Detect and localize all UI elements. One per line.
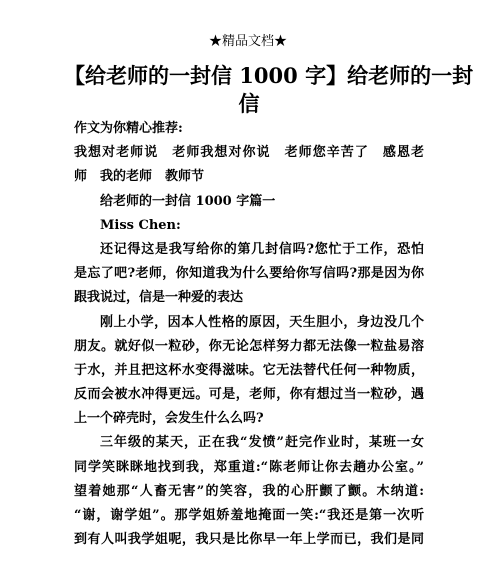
paragraph-line: 反而会被水冲得更远。可是，老师，你有想过当一粒砂，遇 — [74, 387, 424, 403]
paragraph-line: 还记得这是我写给你的第几封信吗?您忙于工作，恐怕 — [100, 241, 424, 257]
paragraph-line: 朋友。就好似一粒砂，你无论怎样努力都无法像一粒盐易溶 — [74, 338, 424, 354]
paragraph-line: 同学笑眯眯地找到我，郑重道:“陈老师让你去趟办公室。” — [74, 459, 424, 475]
salutation: Miss Chen: — [100, 217, 181, 233]
document-body — [74, 117, 424, 548]
recommend-intro: 作文为你精心推荐: — [74, 121, 183, 136]
title-line-2: 信 — [238, 91, 260, 116]
paragraph-line: 于水，并且把这杯水变得滋味。它无法替代任何一种物质， — [74, 362, 424, 378]
paragraph-line: 刚上小学，因本人性格的原因，天生胆小，身边没几个 — [100, 314, 424, 330]
tag-line: 师 我的老师 教师节 — [74, 169, 205, 185]
tag-line: 我想对老师说 老师我想对你说 老师您辛苦了 感恩老 — [74, 145, 424, 161]
page-header: ★精品文档★ — [208, 34, 287, 49]
document-title — [64, 62, 474, 118]
paragraph-line: 是忘了吧?老师，你知道我为什么要给你写信吗?那是因为你 — [74, 266, 424, 282]
title-line-1: 【给老师的一封信 1000 字】给老师的一封 — [64, 63, 474, 88]
paragraph-line: 跟我说过，信是一种爱的表达 — [74, 290, 244, 306]
paragraph-line: 三年级的某天，正在我“发愤”赶完作业时，某班一女 — [100, 435, 424, 451]
section-heading: 给老师的一封信 1000 字篇一 — [100, 193, 276, 209]
paragraph-line: 望着她那“人畜无害”的笑容，我的心肝颤了颤。木纳道: — [74, 483, 424, 499]
paragraph-line-cut: 到有人叫我学姐呢，我只是比你早一年上学而已，我们是同 — [74, 532, 424, 548]
paragraph-line: “谢，谢学姐”。那学姐娇羞地掩面一笑:“我还是第一次听 — [74, 508, 424, 523]
paragraph-line: 上一个碎壳时，会发生什么么吗? — [74, 411, 264, 427]
